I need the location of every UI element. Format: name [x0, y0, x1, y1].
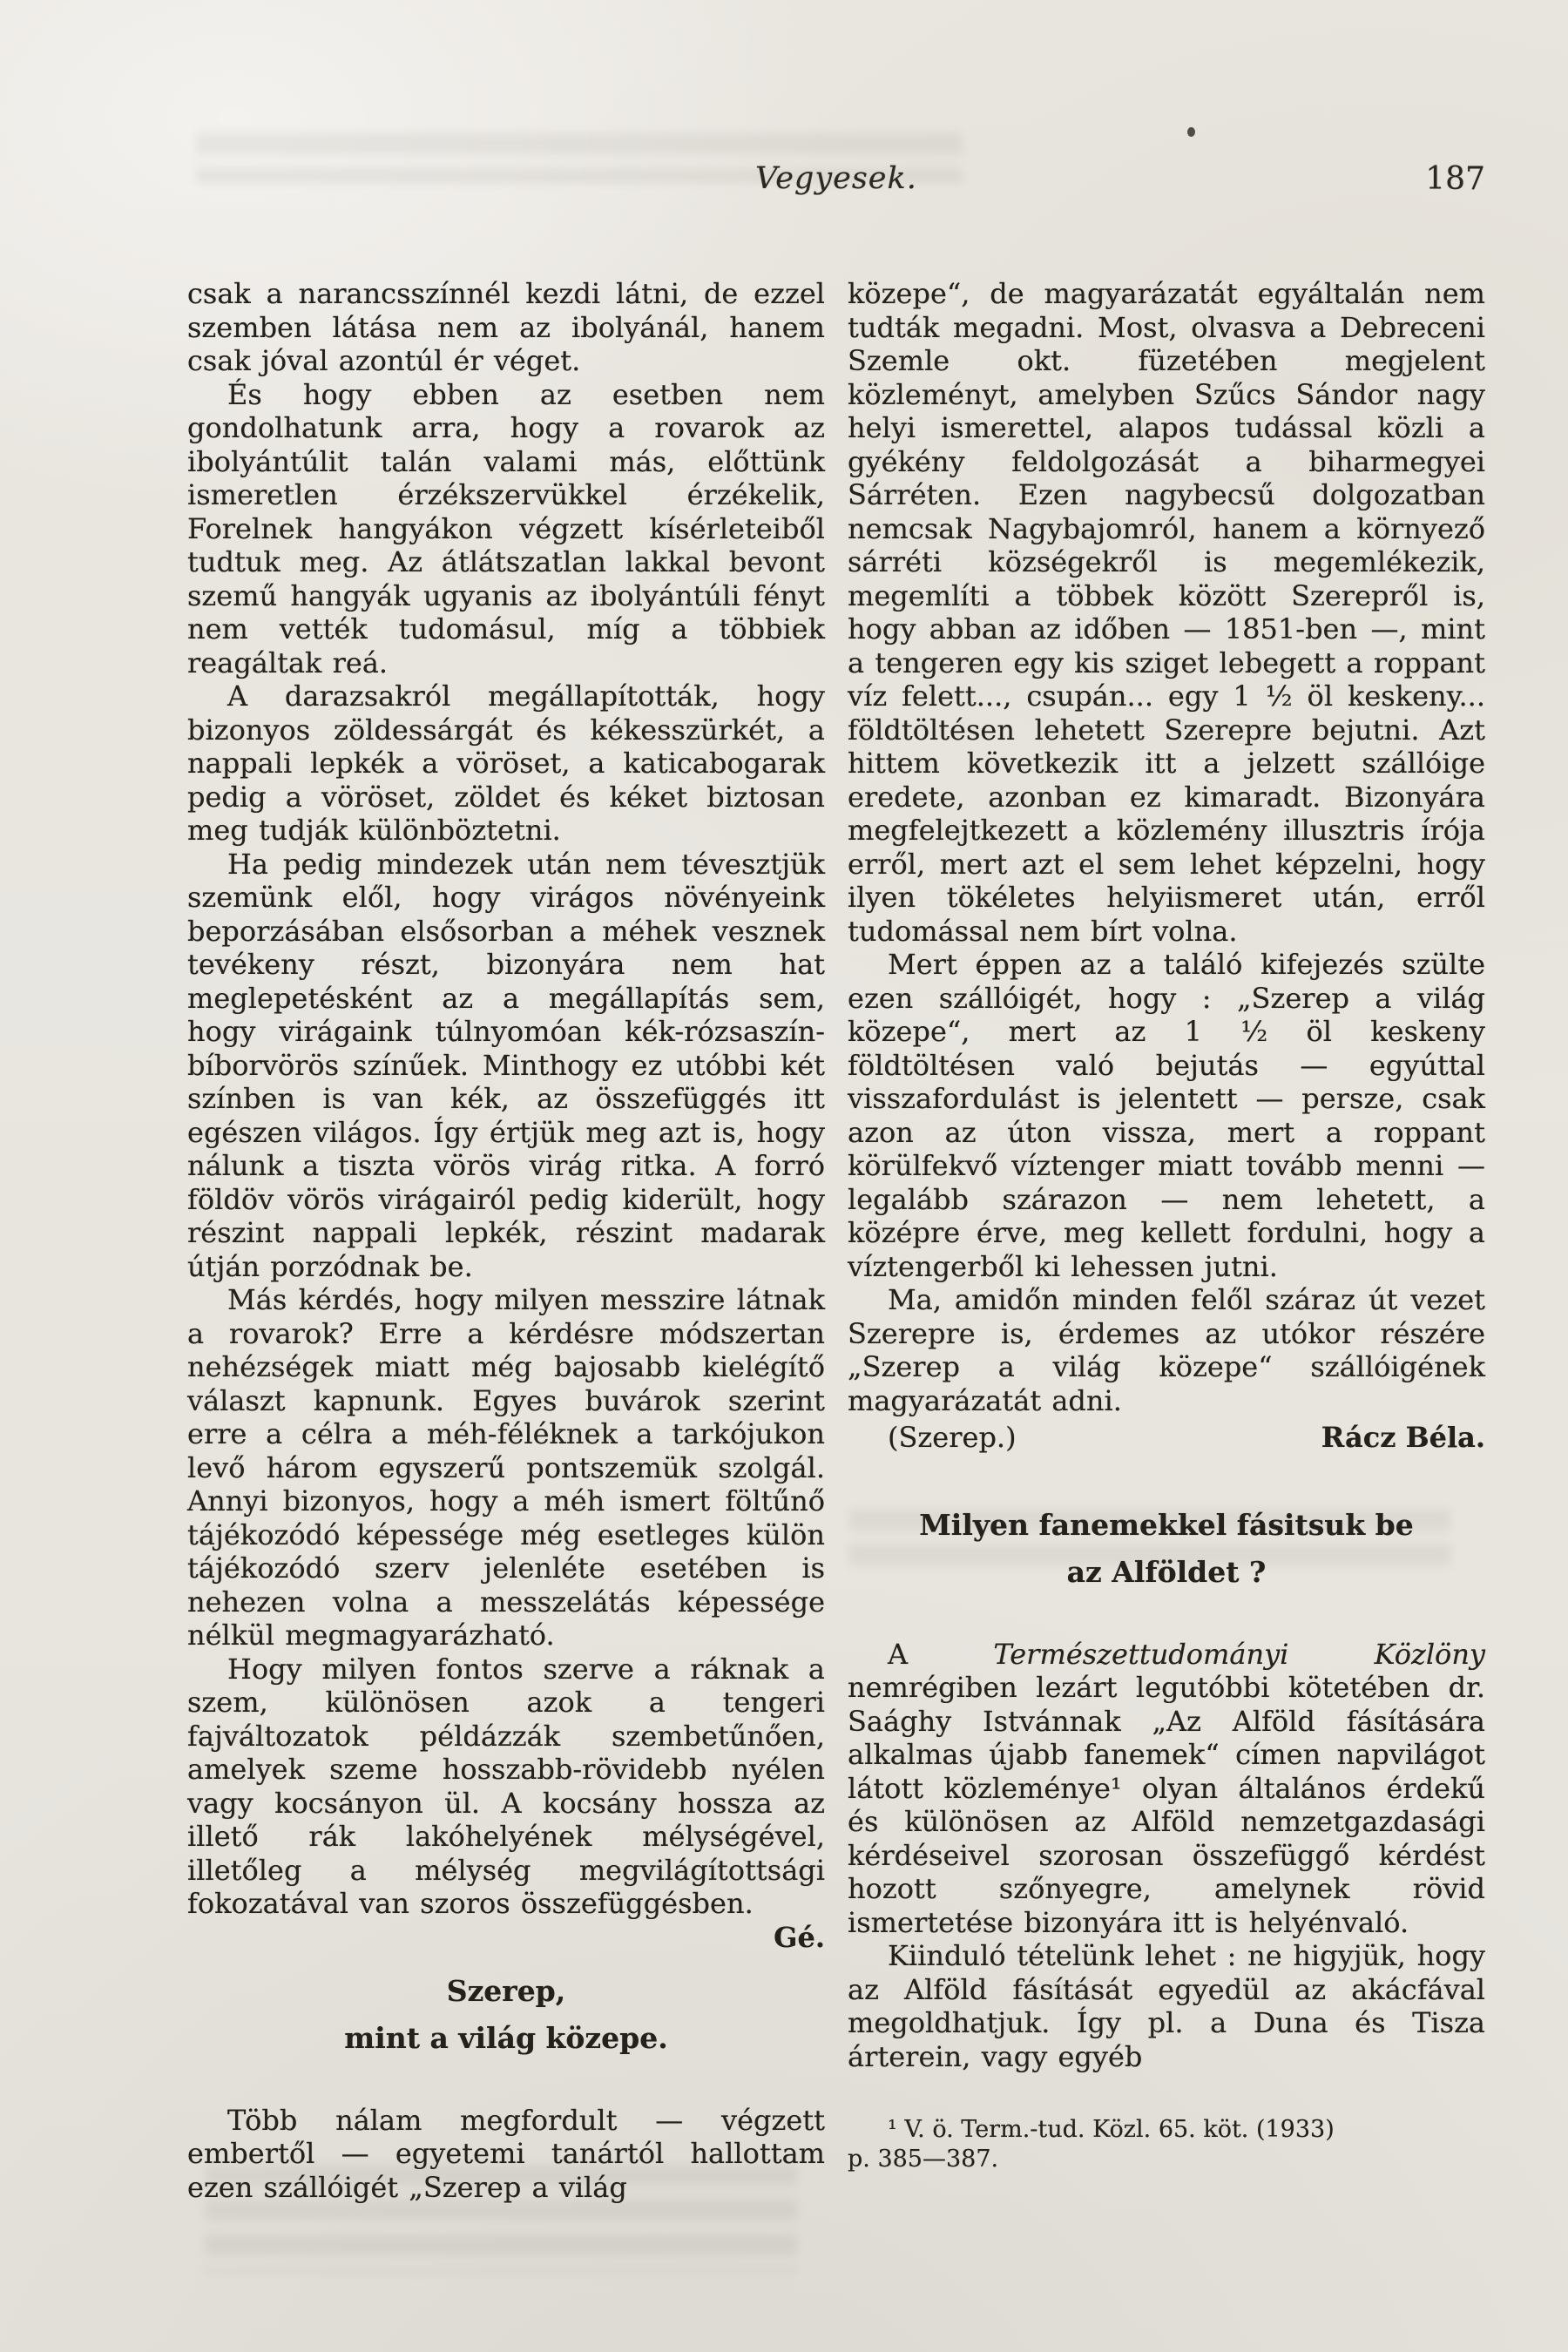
article-title-line2: az Alföldet ? — [1066, 1554, 1267, 1589]
page-number: 187 — [1425, 161, 1485, 197]
paragraph-text: nemrégiben lezárt legutóbbi kötetében dr. Saághy Istvánnak „Az Alföld fásítására alkalmas újabb fanemek“ címen napvilágot látott közleménye¹ olyan általános érdekű és különösen az Alföld nemzetgazdasági kérdéseivel szorosan összefüggő kérdést hozott szőnyegre, amelynek rövid ismertetése bizonyára itt is helyénvaló. — [848, 1671, 1485, 1939]
paragraph-fragment: Több nálam megfordult — végzett embertől — egyetemi tanártól hallottam ezen szállóigét „Szerep a világ — [187, 2103, 825, 2204]
paragraph-continuation: közepe“, de magyarázatát egyáltalán nem tudták megadni. Most, olvasva a Debreceni Szemle okt. füzetében megjelent közleményt, amelyben Szűcs Sándor nagy helyi ismerettel, alapos tudással közli a gyékény feldolgozását a biharmegyei Sárréten. Ezen nagybecsű dolgozatban nemcsak Nagybajomról, hanem a környező sárréti községekről is megemlékezik, megemlíti a többek között Szerepről is, hogy abban az időben — 1851-ben —, mint a tengeren egy kis sziget lebegett a roppant víz felett..., csupán... egy 1 ½ öl keskeny... földtöltésen lehetett Szerepre bejutni. Azt hittem következik itt a jelzett szállóige eredete, azonban ez kimaradt. Bizonyára megfelejtkezett a közlemény illusztris írója erről, mert azt el sem lehet képzelni, hogy ilyen tökéletes helyiismeret után, erről tudomással nem bírt volna. — [848, 277, 1485, 948]
left-column — [187, 277, 825, 2204]
article-title-line1: Milyen fanemekkel fásitsuk be — [919, 1507, 1414, 1542]
footnote — [848, 2115, 1485, 2174]
place-name: (Szerep.) — [888, 1421, 1017, 1454]
footnote-line2: p. 385—387. — [848, 2146, 999, 2173]
paragraph: Más kérdés, hogy milyen messzire látnak a rovarok? Erre a kérdésre módszertan nehézségek miatt még bajosabb kielégítő választ kapnunk. Egyes buvárok szerint erre a célra a méh-féléknek a tarkójukon levő három egyszerű pontszemük szolgál. Annyi bizonyos, hogy a méh ismert föltűnő tájékozódó képessége még esetleges külön tájékozódó szerv jelenléte esetében is nehezen volna a messzelátás képessége nélkül megmagyarázható. — [187, 1283, 825, 1652]
paragraph: A darazsakról megállapították, hogy bizonyos zöldessárgát és kékesszürkét, a nappali lepkék a vöröset, a katicabogarak pedig a vöröset, zöldet és kéket biztosan meg tudják különböztetni. — [187, 679, 825, 847]
paragraph-text: A — [888, 1637, 994, 1671]
footnote-line1: ¹ V. ö. Term.-tud. Közl. 65. köt. (1933) — [888, 2116, 1335, 2143]
paragraph: Mert éppen az a találó kifejezés szülte ezen szállóigét, hogy : „Szerep a világ közepe“, mert az 1 ½ öl keskeny földtöltésen való bejutás — egyúttal visszafordulást is jelentett — persze, csak azon az úton vissza, mert a roppant körülfekvő víztenger miatt tovább menni — legalább szárazon — nem lehetett, a középre érve, meg kellett fordulni, hogy a víztengerből ki lehessen jutni. — [848, 948, 1485, 1283]
article-title-szerep — [187, 1921, 825, 2104]
paragraph-fragment: Kiinduló tételünk lehet : ne higyjük, hogy az Alföld fásítását egyedül az akácfával megoldhatjuk. Így pl. a Duna és Tisza árterein, vagy egyéb — [848, 1939, 1485, 2073]
running-head: Vegyesek. — [755, 161, 917, 196]
paragraph-with-italic — [848, 1638, 1485, 1940]
paragraph: És hogy ebben az esetben nem gondolhatunk arra, hogy a rovarok az ibolyántúlit talán valami más, előttünk ismeretlen érzékszervükkel érzékelik, Forelnek hangyákon végzett kísérleteiből tudtuk meg. Az átlátszatlan lakkal bevont szemű hangyák ugyanis az ibolyántúli fényt nem vették tudomásul, míg a többiek reagáltak reá. — [187, 377, 825, 679]
article-title-afforestation — [848, 1455, 1485, 1638]
journal-name-italic: Természettudományi Közlöny — [993, 1637, 1486, 1671]
author-initials-signature: Gé. — [774, 1920, 825, 1954]
article-title-line2: mint a világ közepe. — [344, 2020, 668, 2055]
paragraph: Ma, amidőn minden felől száraz út vezet Szerepre is, érdemes az utókor részére „Szerep a világ közepe“ szállóigének magyarázatát adni. — [848, 1283, 1485, 1417]
signature-row — [848, 1421, 1485, 1455]
article-title-line1: Szerep, — [446, 1973, 566, 2008]
paragraph-text: Hogy milyen fontos szerve a ráknak a szem, különösen azok a tengeri fajváltozatok példázzák szembetűnően, amelyek szeme hosszabb-rövidebb nyélen vagy kocsányon ül. A kocsány hossza az illető rák lakóhelyének mélységével, illetőleg a mélység megvilágítottsági fokozatával van szoros összefüggésben. — [187, 1652, 825, 1920]
right-column — [848, 277, 1485, 2204]
two-column-text-block — [187, 277, 1485, 2204]
paragraph: Ha pedig mindezek után nem tévesztjük szemünk elől, hogy virágos növényeink beporzásában elsősorban a méhek vesznek tevékeny részt, bizonyára nem hat meglepetésként az a megállapítás sem, hogy virágaink túlnyomóan kék-rózsaszín-bíborvörös színűek. Minthogy ez utóbbi két színben is van kék, az összefüggés itt egészen világos. Így értjük meg azt is, hogy nálunk a tiszta vörös virág ritka. A forró földöv vörös virágairól pedig kiderült, hogy részint nappali lepkék, részint madarak útján porzódnak be. — [187, 847, 825, 1283]
author-signature: Rácz Béla. — [1321, 1421, 1485, 1454]
paragraph-with-signature — [187, 1652, 825, 1954]
ink-speck — [1187, 127, 1195, 137]
paragraph-continuation: csak a narancsszínnél kezdi látni, de ezzel szemben látása nem az ibolyánál, hanem csak jóval azontúl ér véget. — [187, 277, 825, 377]
